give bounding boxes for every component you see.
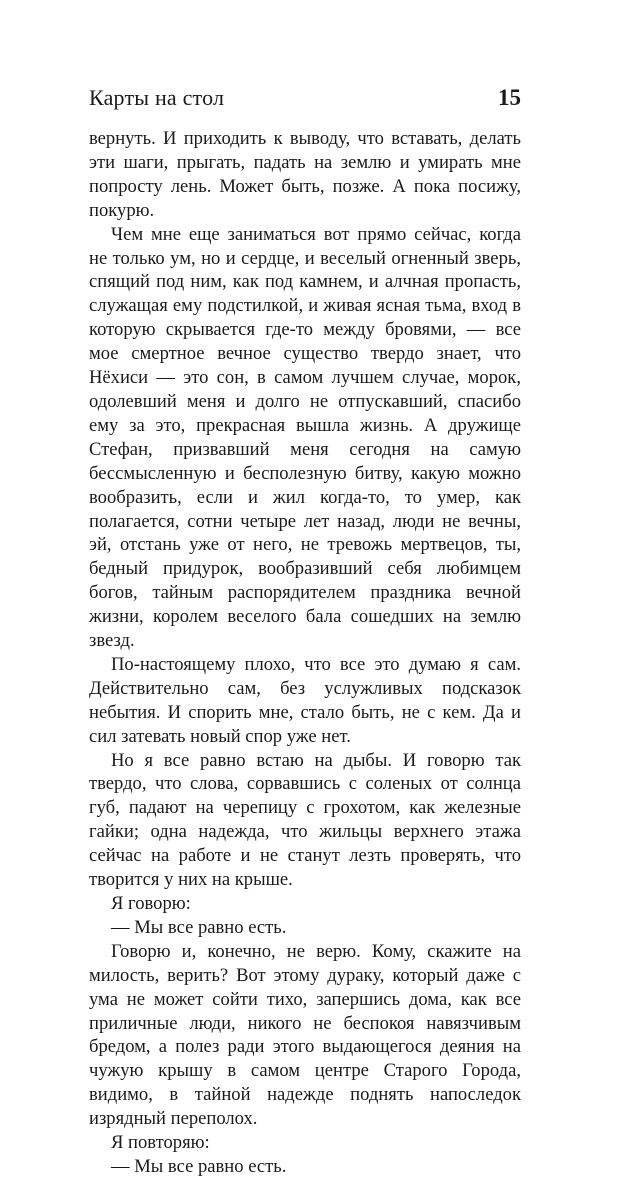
paragraph: Я говорю: <box>111 893 191 914</box>
paragraph: Говорю и, конечно, не верю. Кому, скажите на милость, верить? Вот этому дураку, который даже с ума не может сойти тихо, запершись дома, как все приличные люди, никого не беспокоя навязчивым бредом, а полез ради этого выдающегося деяния на чужую крышу в самом центре Старого Города, видимо, в тайной надежде поднять напоследок изрядный переполох. <box>89 940 521 1130</box>
paragraph: Но я все равно встаю на дыбы. И говорю так твердо, что слова, сорвавшись с соленых от солнца губ, падают на черепицу с грохотом, как железные гайки; одна надежда, что жильцы верхнего этажа сейчас на работе и не станут лезть проверять, что творится у них на крыше. <box>89 749 521 891</box>
paragraph: Я повторяю: <box>111 1132 210 1154</box>
paragraph: По-настоящему плохо, что все это думаю я сам. Действительно сам, без услужливых подсказок небытия. И спорить мне, стало быть, не с кем. Да и сил затевать новый спор уже нет. <box>89 653 521 747</box>
dialogue-line: — Мы все равно есть. <box>111 1155 287 1177</box>
page-number: 15 <box>498 85 521 110</box>
paragraph-continuation: вернуть. И приходить к выводу, что вставать, делать эти шаги, прыгать, падать на землю и умирать мне попросту лень. Может быть, позже. А пока посижу, покурю. <box>89 128 521 221</box>
paragraph: Чем мне еще заниматься вот прямо сейчас, когда не только ум, но и сердце, и веселый огненный зверь, спящий под ним, как под камнем, и алчная пропасть, служащая ему подстилкой, и живая ясная тьма, вход в которую скрывается где-то между бровями, — все мое смертное вечное существо твердо знает, что Нёхиси — это сон, в самом лучшем случае, морок, одолевший меня и долго не отпускавший, спасибо ему за это, прекрасная вышла жизнь. А дружище Стефан, призвавший меня сегодня на самую бессмысленную и бесполезную битву, какую можно вообразить, если и жил когда-то, то умер, как полагается, сотни четыре лет назад, люди не вечны, эй, отстань уже от него, не тревожь мертвецов, ты, бедный придурок, вообразивший себя любимцем богов, тайным распорядителем праздника вечной жизни, королем веселого бала сошедших на землю звезд. <box>89 223 521 652</box>
running-title: Карты на стол <box>89 85 225 110</box>
body-text <box>89 127 521 1179</box>
dialogue-line: — Мы все равно есть. <box>111 916 287 938</box>
running-head <box>89 84 521 112</box>
